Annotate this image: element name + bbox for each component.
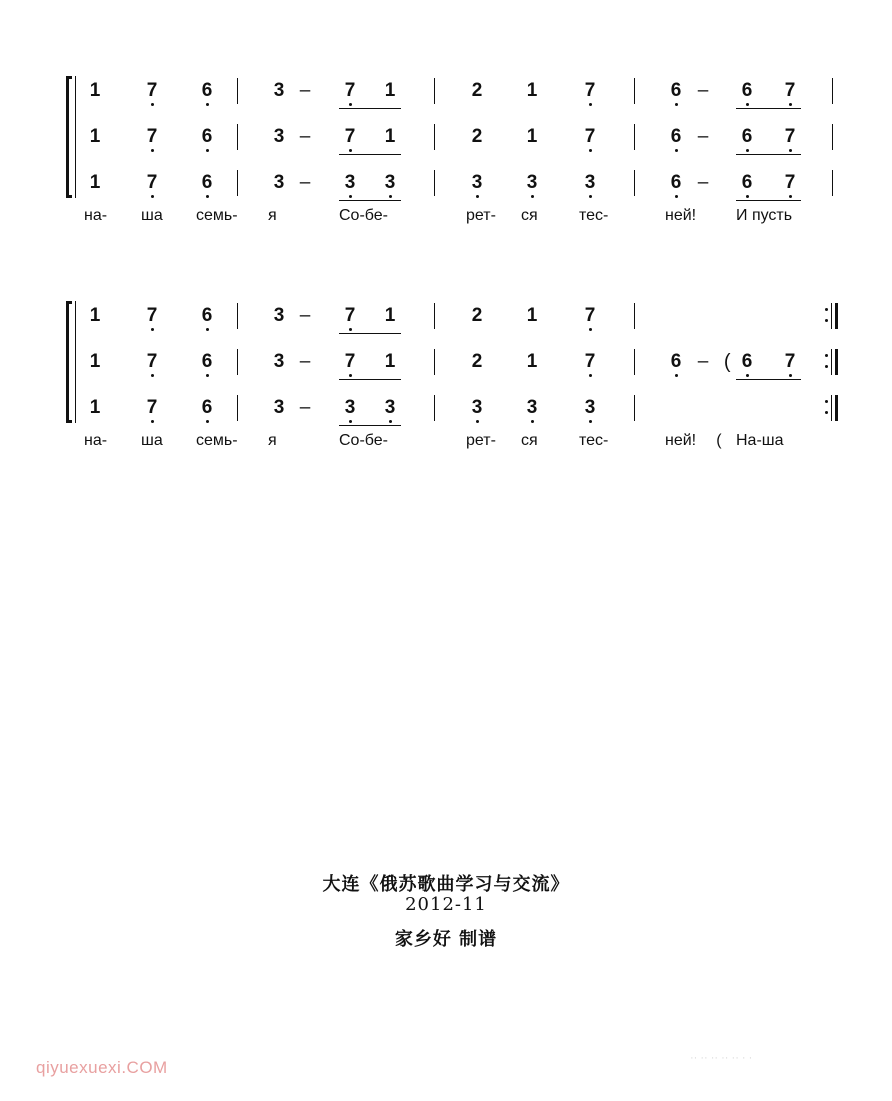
- barline: [237, 78, 238, 104]
- bracket-inner-line: [75, 76, 76, 198]
- note-digit: 1: [384, 80, 396, 101]
- repeat-dots: [825, 308, 828, 324]
- note-digit: 6: [741, 351, 753, 372]
- note-digit: 7: [584, 80, 596, 101]
- eighth-beam: [339, 108, 401, 109]
- lyric-syllable: тес-: [579, 432, 609, 449]
- lyric-syllable: ней!: [665, 207, 697, 224]
- octave-low-dot: [675, 374, 678, 377]
- repeat-thin-barline: [831, 349, 832, 375]
- octave-low-dot: [349, 328, 352, 331]
- note-digit: 7: [784, 172, 796, 193]
- repeat-thick-barline: [835, 395, 838, 421]
- lyric-syllable: рет-: [466, 207, 496, 224]
- note-digit: 3: [344, 172, 356, 193]
- barline: [634, 124, 635, 150]
- octave-low-dot: [206, 195, 209, 198]
- lyric-syllable: Со-бе-: [339, 207, 388, 224]
- note-digit: 2: [471, 305, 483, 326]
- note-digit: 7: [784, 126, 796, 147]
- octave-low-dot: [746, 149, 749, 152]
- note-digit: 6: [741, 126, 753, 147]
- octave-low-dot: [151, 103, 154, 106]
- eighth-beam: [339, 379, 401, 380]
- open-paren: (: [723, 351, 731, 373]
- octave-low-dot: [349, 374, 352, 377]
- note-digit: 7: [344, 126, 356, 147]
- site-watermark: qiyuexuexi.COM: [36, 1058, 168, 1077]
- barline: [237, 170, 238, 196]
- note-digit: 1: [526, 351, 538, 372]
- note-digit: 6: [670, 126, 682, 147]
- octave-low-dot: [589, 103, 592, 106]
- note-digit: 7: [344, 305, 356, 326]
- eighth-beam: [736, 200, 801, 201]
- eighth-beam: [736, 108, 801, 109]
- octave-low-dot: [151, 149, 154, 152]
- note-digit: 1: [526, 305, 538, 326]
- octave-low-dot: [206, 420, 209, 423]
- lyric-syllable: ша: [141, 432, 163, 449]
- note-digit: 3: [273, 397, 285, 418]
- lyric-syllable: на-: [84, 207, 108, 224]
- note-digit: 2: [471, 80, 483, 101]
- repeat-thick-barline: [835, 349, 838, 375]
- octave-low-dot: [476, 420, 479, 423]
- note-digit: 3: [344, 397, 356, 418]
- note-digit: 3: [526, 172, 538, 193]
- note-digit: 3: [471, 172, 483, 193]
- lyric-syllable: я: [268, 432, 277, 449]
- repeat-thin-barline: [831, 303, 832, 329]
- note-digit: 6: [201, 397, 213, 418]
- faint-footer-text: ·· ·· ·· ·· ·· · ·: [690, 1052, 753, 1064]
- system-bracket: [66, 301, 72, 423]
- barline: [434, 170, 435, 196]
- note-digit: 2: [471, 351, 483, 372]
- note-digit: 7: [584, 305, 596, 326]
- octave-low-dot: [675, 103, 678, 106]
- duration-dash: –: [697, 80, 709, 101]
- credit-date: 2012-11: [405, 894, 487, 915]
- note-digit: 6: [670, 351, 682, 372]
- note-digit: 7: [784, 351, 796, 372]
- barline: [634, 395, 635, 421]
- note-digit: 1: [89, 172, 101, 193]
- barline: [434, 78, 435, 104]
- note-digit: 1: [384, 126, 396, 147]
- lyric-syllable: на-: [84, 432, 108, 449]
- eighth-beam: [339, 154, 401, 155]
- barline: [434, 303, 435, 329]
- note-digit: 7: [784, 80, 796, 101]
- octave-low-dot: [151, 374, 154, 377]
- barline: [634, 349, 635, 375]
- octave-low-dot: [151, 328, 154, 331]
- octave-low-dot: [349, 149, 352, 152]
- octave-low-dot: [746, 103, 749, 106]
- lyric-syllable: Со-бе-: [339, 432, 388, 449]
- barline: [832, 170, 833, 196]
- note-digit: 3: [273, 80, 285, 101]
- note-digit: 1: [89, 80, 101, 101]
- octave-low-dot: [531, 195, 534, 198]
- octave-low-dot: [206, 374, 209, 377]
- octave-low-dot: [746, 374, 749, 377]
- eighth-beam: [339, 200, 401, 201]
- note-digit: 1: [526, 126, 538, 147]
- note-digit: 1: [89, 351, 101, 372]
- barline: [634, 170, 635, 196]
- duration-dash: –: [299, 126, 311, 147]
- lyric-syllable: семь-: [196, 207, 238, 224]
- note-digit: 7: [146, 305, 158, 326]
- octave-low-dot: [789, 195, 792, 198]
- lyric-syllable: И пусть: [736, 207, 793, 224]
- octave-low-dot: [589, 149, 592, 152]
- barline: [237, 303, 238, 329]
- octave-low-dot: [531, 420, 534, 423]
- note-digit: 6: [741, 80, 753, 101]
- note-digit: 1: [89, 305, 101, 326]
- note-digit: 1: [384, 305, 396, 326]
- duration-dash: –: [299, 172, 311, 193]
- duration-dash: –: [299, 397, 311, 418]
- barline: [237, 349, 238, 375]
- barline: [434, 395, 435, 421]
- note-digit: 7: [584, 351, 596, 372]
- octave-low-dot: [589, 420, 592, 423]
- note-digit: 7: [344, 351, 356, 372]
- octave-low-dot: [349, 195, 352, 198]
- note-digit: 3: [384, 397, 396, 418]
- note-digit: 3: [273, 305, 285, 326]
- octave-low-dot: [746, 195, 749, 198]
- duration-dash: –: [299, 80, 311, 101]
- octave-low-dot: [389, 420, 392, 423]
- note-digit: 1: [89, 126, 101, 147]
- lyric-syllable: (: [716, 432, 722, 449]
- duration-dash: –: [299, 305, 311, 326]
- octave-low-dot: [675, 195, 678, 198]
- credit-source: 大连《俄苏歌曲学习与交流》: [322, 874, 570, 895]
- octave-low-dot: [151, 420, 154, 423]
- barline: [832, 78, 833, 104]
- lyric-syllable: ся: [521, 432, 538, 449]
- octave-low-dot: [789, 149, 792, 152]
- note-digit: 6: [670, 172, 682, 193]
- lyric-syllable: ся: [521, 207, 538, 224]
- note-digit: 7: [146, 397, 158, 418]
- repeat-thick-barline: [835, 303, 838, 329]
- barline: [634, 78, 635, 104]
- note-digit: 3: [384, 172, 396, 193]
- credit-arranger: 家乡好 制谱: [394, 929, 498, 950]
- eighth-beam: [736, 379, 801, 380]
- octave-low-dot: [789, 374, 792, 377]
- note-digit: 7: [344, 80, 356, 101]
- note-digit: 3: [273, 351, 285, 372]
- note-digit: 6: [201, 126, 213, 147]
- bracket-inner-line: [75, 301, 76, 423]
- note-digit: 7: [584, 126, 596, 147]
- repeat-dots: [825, 354, 828, 370]
- note-digit: 3: [471, 397, 483, 418]
- repeat-dots: [825, 400, 828, 416]
- duration-dash: –: [697, 126, 709, 147]
- repeat-thin-barline: [831, 395, 832, 421]
- barline: [434, 124, 435, 150]
- octave-low-dot: [789, 103, 792, 106]
- note-digit: 3: [584, 172, 596, 193]
- octave-low-dot: [349, 103, 352, 106]
- note-digit: 3: [584, 397, 596, 418]
- note-digit: 7: [146, 351, 158, 372]
- duration-dash: –: [299, 351, 311, 372]
- note-digit: 6: [201, 172, 213, 193]
- lyric-syllable: рет-: [466, 432, 496, 449]
- note-digit: 6: [201, 305, 213, 326]
- note-digit: 1: [384, 351, 396, 372]
- octave-low-dot: [349, 420, 352, 423]
- octave-low-dot: [589, 328, 592, 331]
- note-digit: 1: [89, 397, 101, 418]
- octave-low-dot: [206, 328, 209, 331]
- note-digit: 3: [526, 397, 538, 418]
- octave-low-dot: [589, 374, 592, 377]
- duration-dash: –: [697, 172, 709, 193]
- lyric-syllable: ней!: [665, 432, 697, 449]
- barline: [434, 349, 435, 375]
- barline: [237, 124, 238, 150]
- lyric-syllable: ша: [141, 207, 163, 224]
- octave-low-dot: [151, 195, 154, 198]
- lyric-syllable: тес-: [579, 207, 609, 224]
- lyric-syllable: семь-: [196, 432, 238, 449]
- octave-low-dot: [675, 149, 678, 152]
- note-digit: 6: [201, 351, 213, 372]
- system-bracket: [66, 76, 72, 198]
- octave-low-dot: [589, 195, 592, 198]
- note-digit: 1: [526, 80, 538, 101]
- duration-dash: –: [697, 351, 709, 372]
- lyric-syllable: я: [268, 207, 277, 224]
- barline: [832, 124, 833, 150]
- barline: [634, 303, 635, 329]
- octave-low-dot: [389, 195, 392, 198]
- note-digit: 6: [201, 80, 213, 101]
- note-digit: 3: [273, 172, 285, 193]
- barline: [237, 395, 238, 421]
- note-digit: 6: [670, 80, 682, 101]
- note-digit: 3: [273, 126, 285, 147]
- note-digit: 7: [146, 80, 158, 101]
- octave-low-dot: [206, 149, 209, 152]
- note-digit: 7: [146, 172, 158, 193]
- octave-low-dot: [476, 195, 479, 198]
- eighth-beam: [339, 425, 401, 426]
- eighth-beam: [339, 333, 401, 334]
- note-digit: 7: [146, 126, 158, 147]
- octave-low-dot: [206, 103, 209, 106]
- lyric-syllable: На-ша: [736, 432, 784, 449]
- note-digit: 2: [471, 126, 483, 147]
- note-digit: 6: [741, 172, 753, 193]
- eighth-beam: [736, 154, 801, 155]
